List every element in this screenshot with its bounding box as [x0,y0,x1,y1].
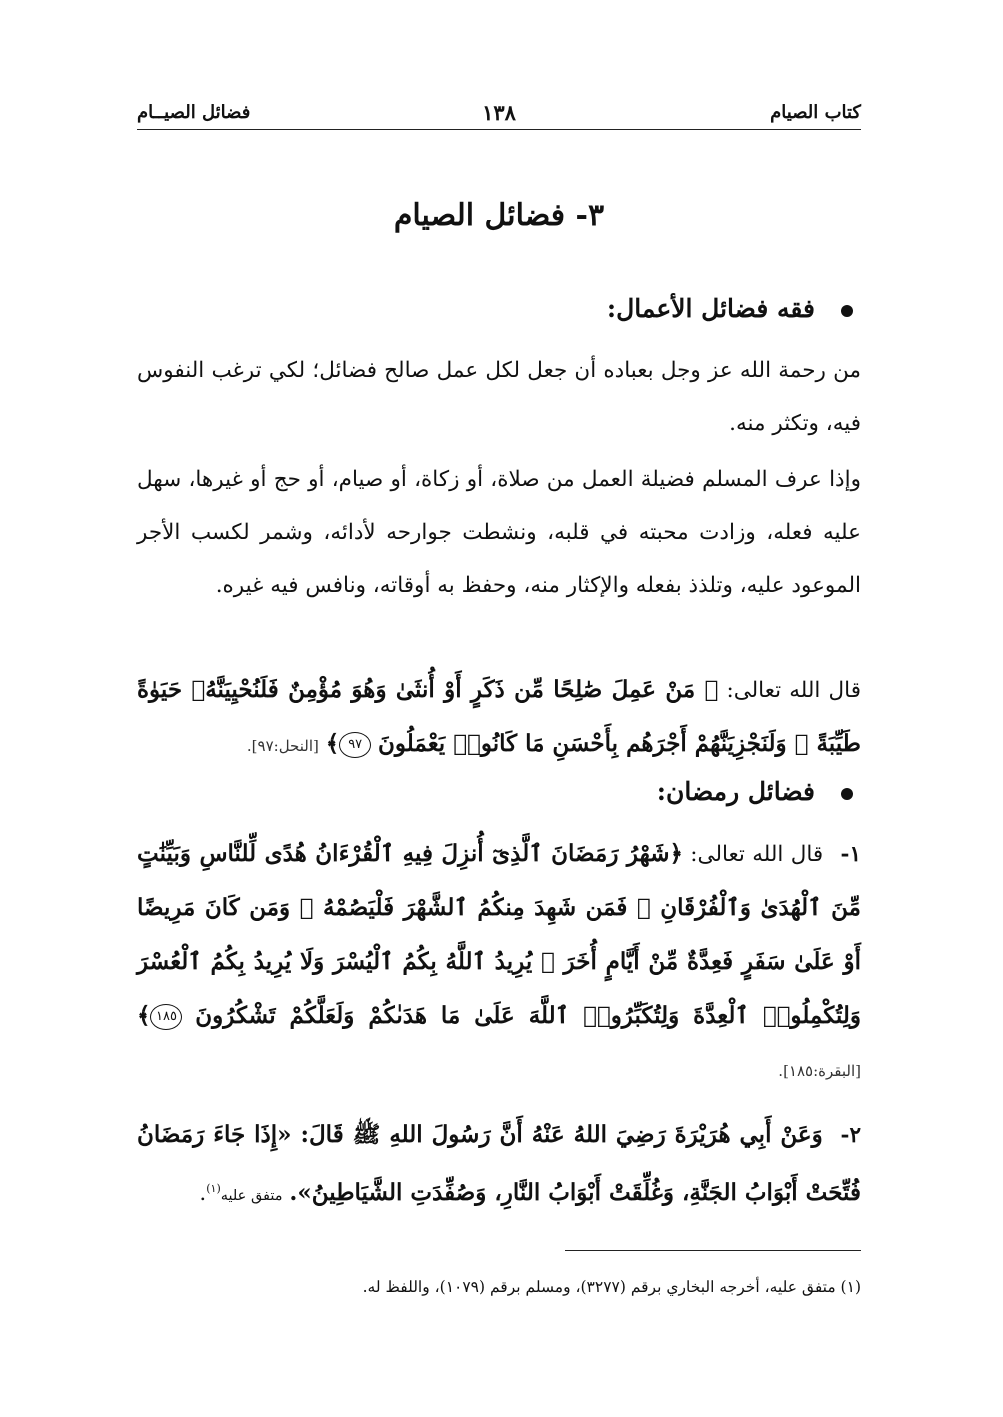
header-book-title: كتاب الصيام [770,102,861,123]
verse-close-bracket: ﴾ [325,730,340,757]
verse-close-bracket: ﴾ [137,1002,151,1029]
verse-reference: [البقرة:١٨٥]. [778,1062,861,1080]
quran-verse: ﴿ مَنْ عَمِلَ صَٰلِحًا مِّن ذَكَرٍ أَوْ أُنثَىٰ وَهُوَ مُؤْمِنٌ فَلَنُحْيِيَنَّهُۥ حَيَوٰةً طَيِّبَةً ۖ وَلَنَجْزِيَنَّهُمْ أَجْرَهُم بِأَحْسَنِ مَا كَانُوا۟ يَعْمَلُونَ [137,676,861,757]
verse-reference: [النحل:٩٧]. [246,737,319,755]
footnote-rule [565,1250,861,1251]
ayah-number-badge: ١٨٥ [150,1004,182,1030]
header-page-number: ١٣٨ [482,100,516,125]
list-item-1 [137,827,861,1098]
section-heading-ramadan [137,777,861,806]
verse-intro: قال الله تعالى: [726,678,861,703]
footnote-marker[interactable]: (١) [206,1182,221,1195]
quran-verse: ﴿شَهْرُ رَمَضَانَ ٱلَّذِىٓ أُنزِلَ فِيهِ ٱلْقُرْءَانُ هُدًى لِّلنَّاسِ وَبَيِّنَٰتٍ مِّنَ ٱلْهُدَىٰ وَٱلْفُرْقَانِ ۚ فَمَن شَهِدَ مِنكُمُ ٱلشَّهْرَ فَلْيَصُمْهُ ۖ وَمَن كَانَ مَرِيضًا أَوْ عَلَىٰ سَفَرٍ فَعِدَّةٌ مِّنْ أَيَّامٍ أُخَرَ ۗ يُرِيدُ ٱللَّهُ بِكُمُ ٱلْيُسْرَ وَلَا يُرِيدُ بِكُمُ ٱلْعُسْرَ وَلِتُكْمِلُوا۟ ٱلْعِدَّةَ وَلِتُكَبِّرُوا۟ ٱللَّهَ عَلَىٰ مَا هَدَىٰكُمْ وَلَعَلَّكُمْ تَشْكُرُونَ [137,840,861,1029]
hadith-text: وَعَنْ أَبِي هُرَيْرَةَ رَضِيَ اللهُ عَنْهُ أَنَّ رَسُولَ اللهِ ﷺ قَالَ: «إِذَا جَاءَ رَمَضَانُ فُتِّحَتْ أَبْوَابُ الجَنَّةِ، وَغُلِّقَتْ أَبْوَابُ النَّارِ، وَصُفِّدَتِ الشَّيَاطِينُ». [137,1121,861,1207]
footnote: (١) متفق عليه، أخرجه البخاري برقم (٣٢٧٧)، ومسلم برقم (١٠٧٩)، واللفظ له. [362,1278,861,1296]
section-heading-text: فضائل رمضان: [656,777,815,806]
section-heading-deeds [137,294,861,323]
hadith-attribution: متفق عليه [220,1188,283,1205]
bullet-icon [841,788,853,800]
header-rule [137,129,861,130]
paragraph-verse-nahl [137,663,861,773]
item-number: ١- [840,842,861,867]
verse-intro: قال الله تعالى: [690,842,824,867]
page-title: ٣- فضائل الصيام [393,198,605,233]
sentence-end: . [199,1181,207,1207]
list-item-2 [137,1108,861,1223]
paragraph-intro: من رحمة الله عز وجل بعباده أن جعل لكل عمل صالح فضائل؛ لكي ترغب النفوس فيه، وتكثر منه. [137,358,861,436]
header-chapter-title: فضائل الصيــام [137,102,251,123]
section-heading-text: فقه فضائل الأعمال: [606,294,815,323]
item-number: ٢- [840,1123,862,1148]
paragraph-virtue: وإذا عرف المسلم فضيلة العمل من صلاة، أو زكاة، أو صيام، أو حج أو غيرها، سهل عليه فعله، وزادت محبته في قلبه، ونشطت جوارحه لأدائه، وشمر لكسب الأجر الموعود عليه، وتلذذ بفعله والإكثار منه، وحفظ به أوقاته، ونافس فيه غيره. [137,467,861,598]
bullet-icon [841,305,853,317]
ayah-number-badge: ٩٧ [339,732,371,758]
